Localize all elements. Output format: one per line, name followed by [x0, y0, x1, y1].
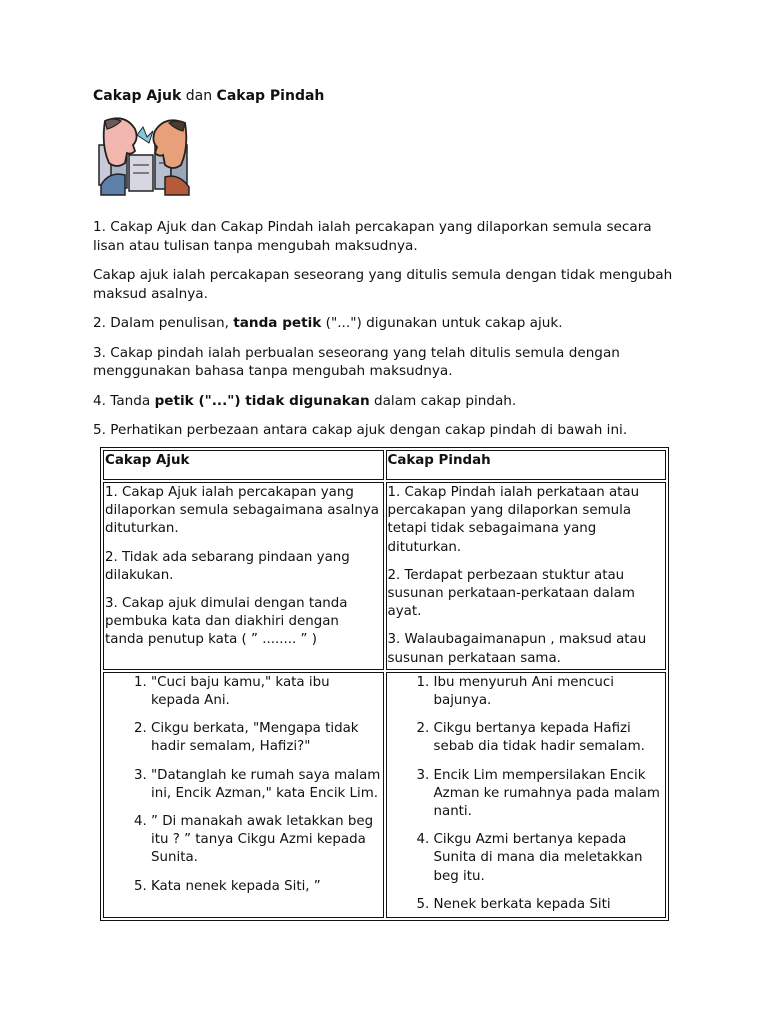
example-pindah-4: 4. Cikgu Azmi bertanya kepada Sunita di mana dia meletakkan beg itu.	[434, 831, 665, 886]
example-pindah-3: 3. Encik Lim mempersilakan Encik Azman ke rumahnya pada malam nanti.	[434, 767, 665, 822]
examples-cakap-ajuk-list	[105, 674, 382, 896]
rule-pindah-2: 2. Terdapat perbezaan stuktur atau susunan perkataan-perkataan dalam ayat.	[387, 567, 635, 620]
paragraph-3-bold: tanda petik	[233, 315, 322, 331]
examples-cakap-ajuk-cell	[103, 672, 384, 918]
rule-pindah-1: 1. Cakap Pindah ialah perkataan atau percakapan yang dilaporkan semula tetapi tidak sebagaimana yang dituturkan.	[387, 485, 640, 555]
rule-ajuk-2: 2. Tidak ada sebarang pindaan yang dilakukan.	[105, 549, 350, 583]
table-row-rules	[103, 482, 666, 670]
header-cakap-ajuk: Cakap Ajuk	[103, 450, 384, 480]
paragraph-2: Cakap ajuk ialah percakapan seseorang yang ditulis semula dengan tidak mengubah maksud asalnya.	[93, 267, 673, 302]
table-row-examples	[103, 672, 666, 918]
example-ajuk-5: 5. Kata nenek kepada Siti, ”	[151, 878, 382, 896]
document-body	[93, 86, 673, 440]
title-cakap-ajuk: Cakap Ajuk	[93, 88, 182, 104]
example-ajuk-3: 3. "Datanglah ke rumah saya malam ini, Encik Azman," kata Encik Lim.	[151, 767, 382, 803]
paragraph-1: 1. Cakap Ajuk dan Cakap Pindah ialah percakapan yang dilaporkan semula secara lisan atau tulisan tanpa mengubah maksudnya.	[93, 219, 652, 254]
table-header-row	[103, 450, 666, 480]
title-connector: dan	[181, 88, 217, 104]
paragraph-3-start: 2. Dalam penulisan,	[93, 315, 234, 331]
examples-cakap-pindah-cell	[386, 672, 667, 918]
paragraph-3	[93, 314, 673, 333]
rules-cakap-pindah-cell	[386, 482, 667, 670]
example-ajuk-4: 4. ” Di manakah awak letakkan beg itu ? ” tanya Cikgu Azmi kepada Sunita.	[151, 813, 382, 868]
paragraph-6: 5. Perhatikan perbezaan antara cakap ajuk dengan cakap pindah di bawah ini.	[93, 422, 628, 438]
paragraph-5	[93, 392, 673, 411]
rule-ajuk-3: 3. Cakap ajuk dimulai dengan tanda pembuka kata dan diakhiri dengan tanda penutup kata ( ” ........ ” )	[105, 596, 348, 648]
two-people-talking-clipart	[95, 115, 195, 201]
examples-cakap-pindah-clip	[388, 674, 665, 916]
example-pindah-2: 2. Cikgu bertanya kepada Hafizi sebab dia tidak hadir semalam.	[434, 720, 665, 756]
example-ajuk-1: 1. "Cuci baju kamu," kata ibu kepada Ani.	[151, 674, 382, 710]
paragraph-5-end: dalam cakap pindah.	[369, 392, 517, 409]
title-cakap-pindah: Cakap Pindah	[216, 88, 325, 104]
rule-pindah-3: 3. Walaubagaimanapun , maksud atau susunan perkataan sama.	[387, 632, 647, 666]
example-pindah-1: 1. Ibu menyuruh Ani mencuci bajunya.	[434, 674, 665, 710]
paragraph-5-start: 4. Tanda	[93, 392, 155, 409]
examples-cakap-ajuk-clip	[105, 674, 382, 916]
paragraph-4: 3. Cakap pindah ialah perbualan seseorang yang telah ditulis semula dengan menggunakan bahasa tanpa mengubah maksudnya.	[93, 344, 620, 379]
example-ajuk-2: 2. Cikgu berkata, "Mengapa tidak hadir semalam, Hafizi?"	[151, 720, 382, 756]
examples-cakap-pindah-list	[388, 674, 665, 914]
paragraph-3-end: ("...") digunakan untuk cakap ajuk.	[321, 315, 563, 331]
page-title	[93, 86, 673, 106]
comparison-table	[100, 447, 669, 921]
header-cakap-pindah: Cakap Pindah	[386, 450, 667, 480]
example-pindah-5: 5. Nenek berkata kepada Siti	[434, 896, 665, 914]
rules-cakap-ajuk-cell	[103, 482, 384, 670]
paragraph-5-bold: petik ("...") tidak digunakan	[154, 392, 370, 409]
rule-ajuk-1: 1. Cakap Ajuk ialah percakapan yang dilaporkan semula sebagaimana asalnya dituturkan.	[105, 485, 380, 537]
